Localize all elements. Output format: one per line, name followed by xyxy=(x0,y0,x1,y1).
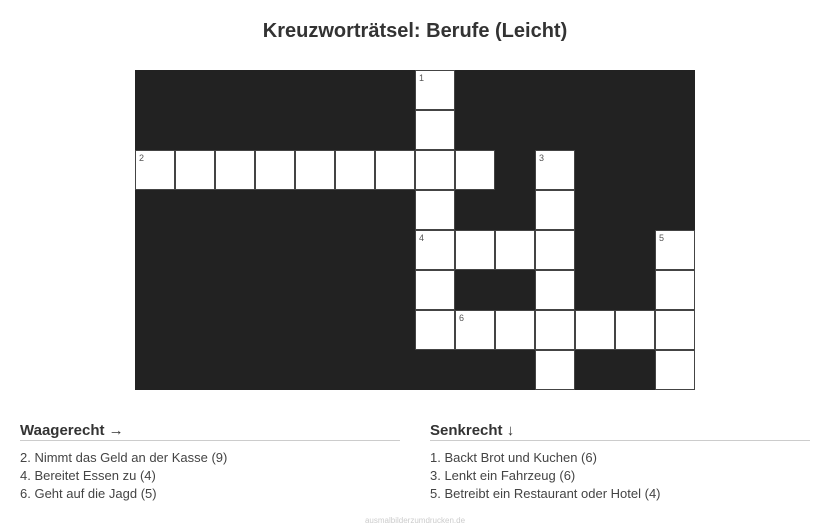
across-clue-list xyxy=(20,449,400,503)
down-clues xyxy=(430,422,810,503)
crossword-cell[interactable] xyxy=(655,310,695,350)
crossword-cell[interactable] xyxy=(455,230,495,270)
clue-number: 3 xyxy=(539,153,545,163)
crossword-cell[interactable] xyxy=(415,190,455,230)
crossword-cell[interactable] xyxy=(655,270,695,310)
clue-item: 5. Betreibt ein Restaurant oder Hotel (4) xyxy=(430,486,661,501)
clue-number: 1 xyxy=(419,73,425,83)
crossword-cell[interactable] xyxy=(615,310,655,350)
clue-item: 4. Bereitet Essen zu (4) xyxy=(20,468,156,483)
crossword-cell[interactable] xyxy=(455,310,495,350)
crossword-cell[interactable] xyxy=(135,150,175,190)
crossword-cell[interactable] xyxy=(415,270,455,310)
down-clue-list xyxy=(430,449,810,503)
crossword-cell[interactable] xyxy=(535,270,575,310)
clue-item: 3. Lenkt ein Fahrzeug (6) xyxy=(430,468,576,483)
crossword-cell[interactable] xyxy=(535,150,575,190)
crossword-cell[interactable] xyxy=(575,310,615,350)
crossword-cell[interactable] xyxy=(655,350,695,390)
crossword-cell[interactable] xyxy=(415,110,455,150)
down-heading: Senkrecht ↓ xyxy=(430,422,810,441)
crossword-cell[interactable] xyxy=(455,150,495,190)
crossword-cell[interactable] xyxy=(215,150,255,190)
clue-number: 2 xyxy=(139,153,145,163)
crossword-cell[interactable] xyxy=(495,230,535,270)
crossword-cell[interactable] xyxy=(335,150,375,190)
crossword-cell[interactable] xyxy=(495,310,535,350)
footer-credit: ausmalbilderzumdrucken.de xyxy=(364,516,466,525)
page-title: Kreuzworträtsel: Berufe (Leicht) xyxy=(262,20,568,42)
crossword-cell[interactable] xyxy=(295,150,335,190)
clue-number: 6 xyxy=(459,313,465,323)
crossword-cell[interactable] xyxy=(535,350,575,390)
crossword-cell[interactable] xyxy=(415,70,455,110)
crossword-cell[interactable] xyxy=(415,230,455,270)
crossword-cell[interactable] xyxy=(655,230,695,270)
crossword-cell[interactable] xyxy=(535,230,575,270)
clue-item: 6. Geht auf die Jagd (5) xyxy=(20,486,157,501)
crossword-cell[interactable] xyxy=(535,190,575,230)
across-heading: Waagerecht → xyxy=(20,422,400,441)
crossword-grid xyxy=(135,70,695,390)
crossword-cell[interactable] xyxy=(415,310,455,350)
crossword-cell[interactable] xyxy=(535,310,575,350)
clue-item: 1. Backt Brot und Kuchen (6) xyxy=(430,450,597,465)
across-clues xyxy=(20,422,400,503)
clue-number: 4 xyxy=(419,233,425,243)
clue-item: 2. Nimmt das Geld an der Kasse (9) xyxy=(20,450,228,465)
crossword-cell[interactable] xyxy=(255,150,295,190)
crossword-cell[interactable] xyxy=(375,150,415,190)
crossword-cell[interactable] xyxy=(415,150,455,190)
crossword-cell[interactable] xyxy=(175,150,215,190)
clue-number: 5 xyxy=(659,233,665,243)
